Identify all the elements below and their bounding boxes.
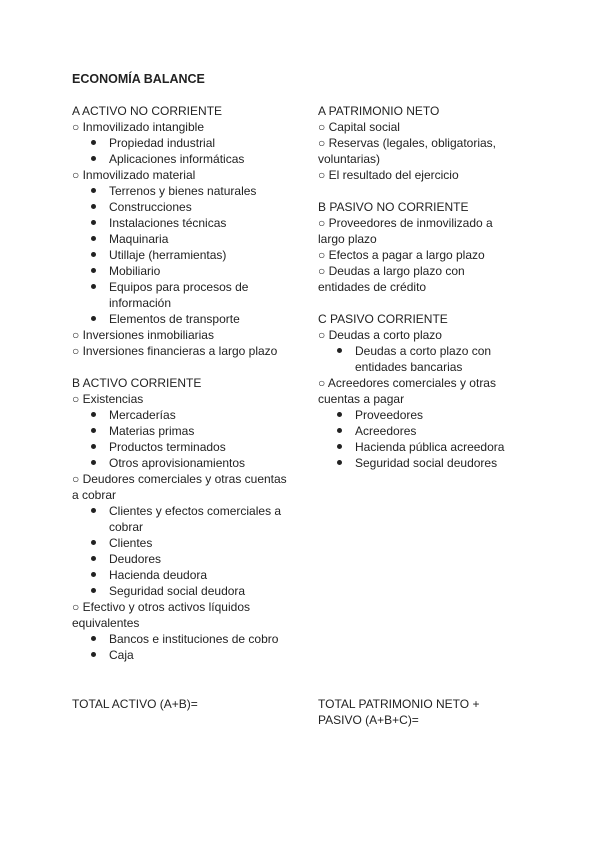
bullet-item — [72, 183, 292, 199]
bullet-dot-icon — [91, 316, 96, 321]
bullet-text: Elementos de transporte — [109, 312, 240, 326]
total-patrimonio-pasivo: TOTAL PATRIMONIO NETO + PASIVO (A+B+C)= — [318, 697, 480, 727]
bullet-text: Mobiliario — [109, 264, 161, 278]
bullet-text: Equipos para procesos de información — [109, 280, 249, 310]
text-line: ○ Reservas (legales, obligatorias, voluntarias) — [318, 136, 496, 166]
section-heading-activo-corriente: B ACTIVO CORRIENTE — [72, 376, 202, 390]
bullet-text: Caja — [109, 648, 134, 662]
bullet-dot-icon — [91, 572, 96, 577]
bullet-item — [72, 423, 292, 439]
bullet-list — [72, 503, 292, 599]
bullet-list — [72, 135, 292, 167]
bullet-text: Acreedores — [355, 424, 417, 438]
bullet-dot-icon — [91, 588, 96, 593]
bullet-text: Utillaje (herramientas) — [109, 248, 227, 262]
bullet-text: Terrenos y bienes naturales — [109, 184, 257, 198]
bullet-dot-icon — [91, 140, 96, 145]
text-line: ○ Proveedores de inmovilizado a largo plazo — [318, 216, 493, 246]
bullet-text: Aplicaciones informáticas — [109, 152, 245, 166]
bullet-text: Instalaciones técnicas — [109, 216, 227, 230]
bullet-text: Construcciones — [109, 200, 192, 214]
bullet-list — [72, 183, 292, 327]
bullet-item — [72, 583, 292, 599]
group-label: ○ Inmovilizado material — [72, 168, 196, 182]
bullet-dot-icon — [91, 268, 96, 273]
bullet-dot-icon — [337, 428, 342, 433]
bullet-text: Seguridad social deudores — [355, 456, 498, 470]
bullet-item — [72, 551, 292, 567]
bullet-dot-icon — [337, 460, 342, 465]
section-heading-pasivo-corriente: C PASIVO CORRIENTE — [318, 312, 448, 326]
section-heading-activo-no-corriente: A ACTIVO NO CORRIENTE — [72, 104, 223, 118]
group-label: ○ Inversiones financieras a largo plazo — [72, 344, 278, 358]
bullet-dot-icon — [91, 236, 96, 241]
bullet-item — [72, 151, 292, 167]
bullet-dot-icon — [91, 412, 96, 417]
bullet-dot-icon — [337, 444, 342, 449]
bullet-dot-icon — [91, 220, 96, 225]
bullet-dot-icon — [91, 284, 96, 289]
bullet-item — [72, 439, 292, 455]
text-line: ○ Capital social — [318, 120, 400, 134]
bullet-dot-icon — [91, 252, 96, 257]
right-column — [318, 103, 518, 471]
spacer — [318, 295, 518, 311]
text-line: ○ Deudas a largo plazo con entidades de crédito — [318, 264, 465, 294]
bullet-item — [318, 439, 518, 455]
group-label: ○ Inmovilizado intangible — [72, 120, 204, 134]
bullet-dot-icon — [91, 556, 96, 561]
bullet-item — [72, 503, 292, 535]
document-title: ECONOMÍA BALANCE — [72, 72, 205, 86]
group-label: ○ Inversiones inmobiliarias — [72, 328, 214, 342]
group-label: ○ Deudores comerciales y otras cuentas a cobrar — [72, 472, 287, 502]
bullet-item — [72, 247, 292, 263]
bullet-item — [72, 631, 292, 647]
group-label: ○ Efectivo y otros activos líquidos equivalentes — [72, 600, 250, 630]
bullet-item — [72, 567, 292, 583]
bullet-dot-icon — [91, 636, 96, 641]
bullet-item — [72, 263, 292, 279]
bullet-list — [318, 343, 518, 375]
bullet-text: Proveedores — [355, 408, 424, 422]
bullet-item — [72, 279, 292, 311]
bullet-item — [318, 423, 518, 439]
bullet-item — [318, 455, 518, 471]
text-line: ○ El resultado del ejercicio — [318, 168, 459, 182]
bullet-text: Bancos e instituciones de cobro — [109, 632, 279, 646]
bullet-text: Otros aprovisionamientos — [109, 456, 246, 470]
bullet-dot-icon — [91, 428, 96, 433]
bullet-dot-icon — [91, 540, 96, 545]
bullet-text: Materias primas — [109, 424, 195, 438]
total-activo: TOTAL ACTIVO (A+B)= — [72, 697, 198, 711]
bullet-text: Clientes — [109, 536, 153, 550]
bullet-dot-icon — [91, 460, 96, 465]
bullet-list — [72, 631, 292, 663]
spacer — [318, 183, 518, 199]
bullet-item — [318, 407, 518, 423]
group-label: ○ Deudas a corto plazo — [318, 328, 442, 342]
bullet-item — [72, 135, 292, 151]
bullet-text: Clientes y efectos comerciales a cobrar — [109, 504, 282, 534]
line-list — [318, 119, 518, 183]
bullet-item — [318, 343, 518, 375]
bullet-dot-icon — [337, 348, 342, 353]
bullet-item — [72, 215, 292, 231]
bullet-item — [72, 311, 292, 327]
left-column — [72, 103, 292, 663]
section-heading-patrimonio-neto: A PATRIMONIO NETO — [318, 104, 440, 118]
bullet-list — [318, 407, 518, 471]
group-list — [318, 327, 518, 471]
bullet-item — [72, 647, 292, 663]
bullet-dot-icon — [91, 652, 96, 657]
bullet-item — [72, 231, 292, 247]
line-list — [318, 215, 518, 295]
section-heading-pasivo-no-corriente: B PASIVO NO CORRIENTE — [318, 200, 469, 214]
bullet-text: Propiedad industrial — [109, 136, 216, 150]
group-list — [72, 119, 292, 359]
bullet-dot-icon — [91, 444, 96, 449]
bullet-text: Seguridad social deudora — [109, 584, 246, 598]
bullet-text: Deudores — [109, 552, 162, 566]
bullet-text: Mercaderías — [109, 408, 176, 422]
group-label: ○ Existencias — [72, 392, 144, 406]
bullet-item — [72, 535, 292, 551]
bullet-text: Hacienda deudora — [109, 568, 208, 582]
bullet-list — [72, 407, 292, 471]
bullet-item — [72, 455, 292, 471]
group-label: ○ Acreedores comerciales y otras cuentas a pagar — [318, 376, 496, 406]
bullet-text: Hacienda pública acreedora — [355, 440, 505, 454]
bullet-item — [72, 407, 292, 423]
bullet-dot-icon — [91, 156, 96, 161]
bullet-dot-icon — [91, 188, 96, 193]
bullet-dot-icon — [91, 508, 96, 513]
group-list — [72, 391, 292, 663]
bullet-text: Maquinaria — [109, 232, 169, 246]
bullet-text: Deudas a corto plazo con entidades bancarias — [355, 344, 492, 374]
spacer — [72, 359, 292, 375]
bullet-dot-icon — [91, 204, 96, 209]
text-line: ○ Efectos a pagar a largo plazo — [318, 248, 485, 262]
bullet-text: Productos terminados — [109, 440, 226, 454]
bullet-dot-icon — [337, 412, 342, 417]
bullet-item — [72, 199, 292, 215]
